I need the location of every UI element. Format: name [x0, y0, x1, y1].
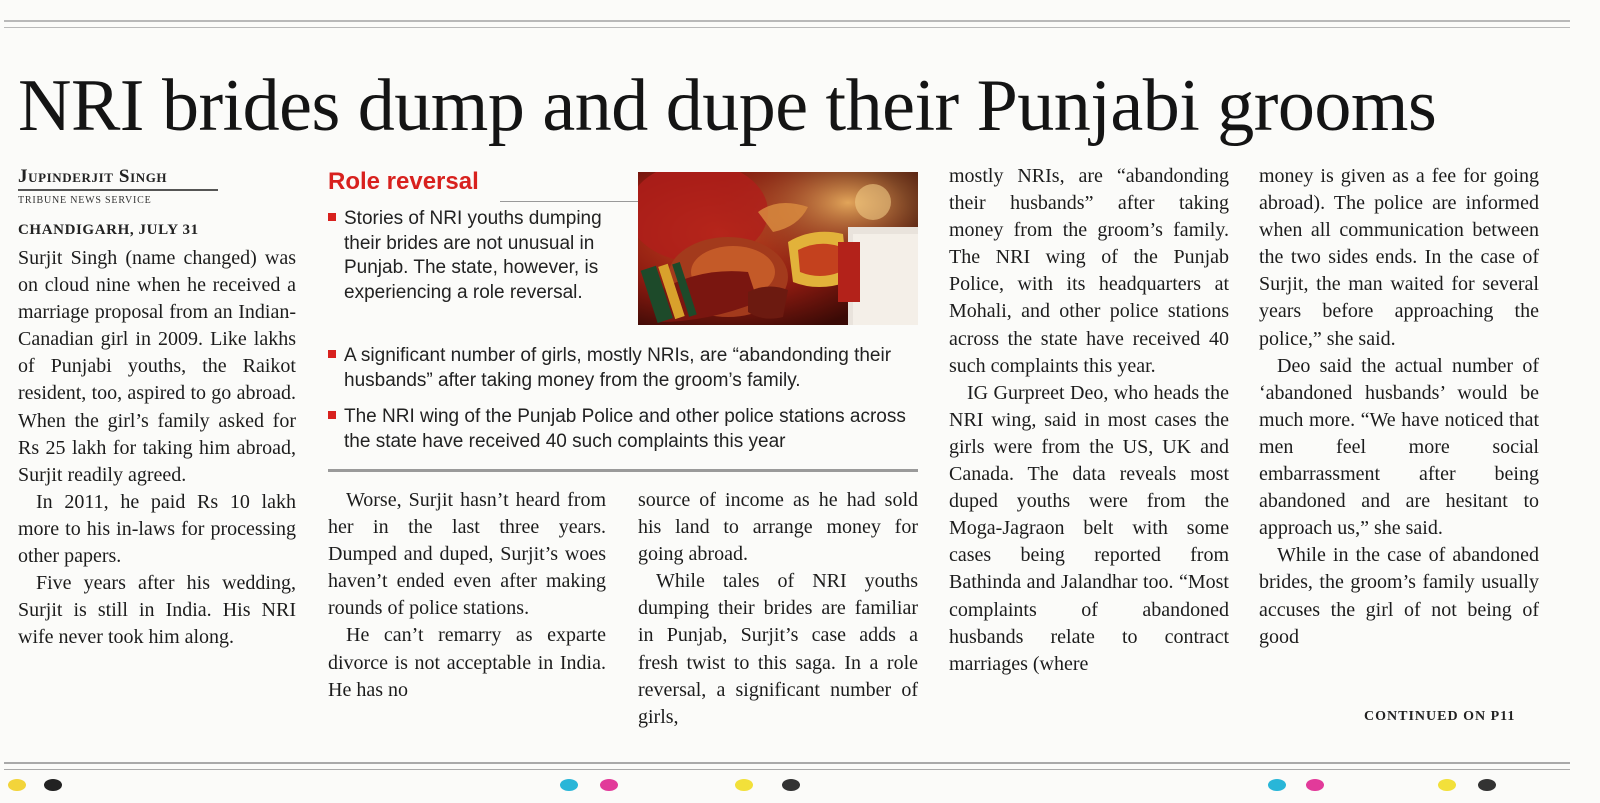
wedding-photo [638, 172, 918, 325]
registration-dot [1478, 779, 1496, 791]
paragraph: Worse, Surjit hasn’t heard from her in the last three years. Dumped and duped, Surjit’s woes haven’t ended even after making rounds of police stations. [328, 489, 606, 620]
wedding-hands-image [638, 172, 918, 325]
bottom-rule-thin [4, 769, 1570, 770]
top-rule-thin [4, 27, 1570, 28]
dateline: CHANDIGARH, JULY 31 [18, 222, 199, 238]
highlight-bullet [328, 207, 628, 305]
article-column-1 [18, 245, 296, 651]
highlights-box-separator [328, 469, 918, 472]
registration-dot [782, 779, 800, 791]
bullet-square-icon [328, 213, 336, 221]
highlights-box-title: Role reversal [328, 168, 479, 195]
highlights-title-rule [500, 201, 640, 202]
paragraph: While in the case of abandoned brides, the groom’s family usually accuses the girl of not being of good [1259, 544, 1539, 648]
highlight-bullet [328, 405, 920, 454]
bottom-rule [4, 762, 1570, 764]
registration-dot [44, 779, 62, 791]
registration-dot [735, 779, 753, 791]
article-column-2 [328, 487, 606, 704]
article-column-3 [638, 487, 918, 731]
paragraph: mostly NRIs, are “abandonding their husbands” after taking money from the groom’s family. The NRI wing of the Punjab Police, with its headquarters at Mohali, and other police stations across the state have received 40 such complaints this year. [949, 165, 1229, 377]
highlight-bullet-text: The NRI wing of the Punjab Police and other police stations across the state have received 40 such complaints this year [344, 406, 906, 452]
paragraph: Surjit Singh (name changed) was on cloud nine when he received a marriage proposal from an Indian-Canadian girl in 2009. Like lakhs of Punjabi youths, the Raikot resident, too, aspired to go abroad. When the girl’s family asked for Rs 25 lakh for taking him abroad, Surjit readily agreed. [18, 247, 296, 486]
headline: NRI brides dump and dupe their Punjabi grooms [18, 65, 1437, 147]
paragraph: He can’t remarry as exparte divorce is not acceptable in India. He has no [328, 624, 606, 701]
byline-service: TRIBUNE NEWS SERVICE [18, 195, 152, 206]
paragraph: Five years after his wedding, Surjit is still in India. His NRI wife never took him along. [18, 572, 296, 649]
registration-dot [600, 779, 618, 791]
paragraph: In 2011, he paid Rs 10 lakh more to his in-laws for processing other papers. [18, 490, 296, 568]
highlight-bullet [328, 344, 920, 393]
byline-author: Jupinderjit Singh [18, 166, 168, 187]
top-rule [4, 20, 1570, 22]
paragraph: While tales of NRI youths dumping their brides are familiar in Punjab, Surjit’s case adds a fresh twist to this saga. In a role reversal, a significant number of girls, [638, 570, 918, 728]
registration-dot [1268, 779, 1286, 791]
paragraph: source of income as he had sold his land to arrange money for going abroad. [638, 489, 918, 566]
article-column-5 [1259, 163, 1539, 651]
bullet-square-icon [328, 350, 336, 358]
paragraph: Deo said the actual number of ‘abandoned husbands’ would be much more. “We have noticed that men feel more social embarrassment after being abandoned and are hesitant to approach us,” she said. [1259, 354, 1539, 540]
registration-dot [1438, 779, 1456, 791]
print-registration-marks [0, 779, 1600, 793]
continued-on-label: CONTINUED ON P11 [1364, 709, 1516, 724]
paragraph: money is given as a fee for going abroad). The police are informed when all communication between the two sides ends. In the case of Surjit, the man waited for several years before approaching the police,” she said. [1259, 165, 1539, 350]
paragraph: IG Gurpreet Deo, who heads the NRI wing, said in most cases the girls were from the US, UK and Canada. The data reveals most duped youths were from the Moga-Jagraon belt with some cases being reported from Bathinda and Jalandhar too. “Most complaints of abandoned husbands relate to contract marriages (where [949, 381, 1229, 675]
byline-rule [18, 189, 218, 191]
bullet-square-icon [328, 411, 336, 419]
registration-dot [8, 779, 26, 791]
highlight-bullet-text: Stories of NRI youths dumping their brides are not unusual in Punjab. The state, however, is experiencing a role reversal. [344, 208, 602, 303]
registration-dot [560, 779, 578, 791]
registration-dot [1306, 779, 1324, 791]
article-column-4 [949, 163, 1229, 678]
highlight-bullet-text: A significant number of girls, mostly NRIs, are “abandonding their husbands” after taking money from the groom’s family. [344, 345, 892, 391]
